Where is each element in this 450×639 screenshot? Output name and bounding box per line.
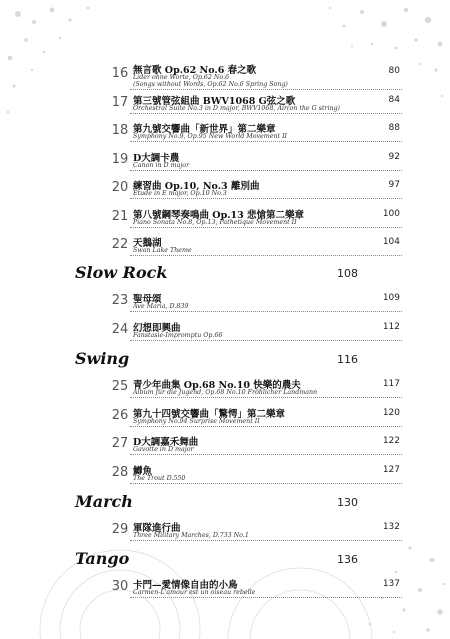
toc-entry[interactable] bbox=[108, 207, 400, 233]
dotted-leader bbox=[130, 311, 402, 312]
toc-entry[interactable] bbox=[108, 520, 400, 546]
entry-page-number: 132 bbox=[382, 522, 400, 532]
toc-entry[interactable] bbox=[108, 406, 400, 432]
section-heading: Tango bbox=[75, 549, 130, 568]
entry-title: 軍隊進行曲 bbox=[133, 523, 181, 534]
entry-page-number: 122 bbox=[382, 436, 400, 446]
entry-subtitle: Carmen-L'amour est un oiseau rebelle bbox=[133, 589, 256, 596]
entry-subtitle: Symphony No.9, Op.95 New World Movement II bbox=[133, 133, 288, 140]
toc-entry[interactable] bbox=[108, 121, 400, 147]
entry-subtitle: Canon in D major bbox=[133, 162, 190, 169]
dotted-leader bbox=[130, 255, 402, 256]
section-heading: March bbox=[75, 492, 133, 511]
entry-subtitle: Gavotte in D major bbox=[133, 446, 194, 453]
entry-number: 19 bbox=[111, 152, 129, 167]
entry-page-number: 137 bbox=[382, 579, 400, 589]
section-page-number: 116 bbox=[337, 353, 358, 366]
entry-title: 第三號管弦組曲 BWV1068 G弦之歌 bbox=[133, 96, 296, 107]
entry-number: 23 bbox=[111, 293, 129, 308]
dotted-leader bbox=[130, 426, 402, 427]
entry-number: 28 bbox=[111, 465, 129, 480]
entry-subtitle: Piano Sonata No.8, Op.13, Pathetique Movement II bbox=[133, 219, 297, 226]
entry-title: 聖母頌 bbox=[133, 294, 162, 305]
entry-subtitle: Etude in E major, Op.10 No.3 bbox=[133, 190, 227, 197]
entry-page-number: 100 bbox=[382, 209, 400, 219]
entry-page-number: 104 bbox=[382, 237, 400, 247]
toc-entry[interactable] bbox=[108, 291, 400, 317]
entry-subtitle: Three Military Marches, D.733 No.1 bbox=[133, 532, 249, 539]
entry-title: 練習曲 Op.10, No.3 離別曲 bbox=[133, 181, 260, 192]
toc-entry[interactable] bbox=[108, 463, 400, 489]
entry-subtitle: Fanstasie-Impromptu Op.66 bbox=[133, 332, 223, 339]
entry-title: 無言歌 Op.62 No.6 春之歌 bbox=[133, 65, 257, 76]
entry-number: 20 bbox=[111, 180, 129, 195]
entry-subtitle: Lider ohne Worte, Op.62 No.6 bbox=[133, 74, 230, 81]
entry-number: 24 bbox=[111, 322, 129, 337]
entry-number: 17 bbox=[111, 95, 129, 110]
section-heading: Swing bbox=[75, 349, 130, 368]
entry-number: 16 bbox=[111, 66, 129, 81]
entry-title: 青少年曲集 Op.68 No.10 快樂的農夫 bbox=[133, 380, 301, 391]
entry-title: 卡門—愛情像自由的小鳥 bbox=[133, 580, 238, 591]
entry-subtitle-line2: (Songs without Words, Op.62 No.6 Spring Song) bbox=[133, 81, 288, 88]
entry-number: 21 bbox=[111, 209, 129, 224]
entry-page-number: 127 bbox=[382, 465, 400, 475]
toc-entry[interactable] bbox=[108, 235, 400, 261]
toc-entry[interactable] bbox=[108, 320, 400, 346]
dotted-leader bbox=[130, 397, 402, 398]
entry-number: 25 bbox=[111, 379, 129, 394]
entry-page-number: 120 bbox=[382, 408, 400, 418]
entry-number: 22 bbox=[111, 237, 129, 252]
toc-entry[interactable] bbox=[108, 62, 400, 88]
dotted-leader bbox=[130, 89, 402, 90]
entry-page-number: 84 bbox=[388, 95, 400, 105]
entry-title: 鱒魚 bbox=[133, 466, 153, 477]
entry-number: 27 bbox=[111, 436, 129, 451]
toc-entry[interactable] bbox=[108, 150, 400, 176]
toc-entry[interactable] bbox=[108, 377, 400, 403]
entry-subtitle: Album für die Jugend, Op.68 No.10 Fröhlicher Landmann bbox=[133, 389, 318, 396]
dotted-leader bbox=[130, 141, 402, 142]
dotted-leader bbox=[130, 340, 402, 341]
entry-title: 第九號交響曲「新世界」第二樂章 bbox=[133, 124, 276, 135]
entry-number: 29 bbox=[111, 522, 129, 537]
section-heading: Slow Rock bbox=[75, 263, 168, 282]
dotted-leader bbox=[130, 540, 402, 541]
dotted-leader bbox=[130, 597, 402, 598]
dotted-leader bbox=[130, 454, 402, 455]
entry-subtitle: Ave Maria, D.839 bbox=[133, 303, 189, 310]
entry-subtitle: Orchestral Suite No.3 in D major, BWV1068, Air(on the G string) bbox=[133, 105, 341, 112]
toc-entry[interactable] bbox=[108, 178, 400, 204]
entry-page-number: 109 bbox=[382, 293, 400, 303]
entry-title: D大調嘉禾舞曲 bbox=[133, 437, 199, 448]
section-page-number: 108 bbox=[337, 267, 358, 280]
entry-page-number: 117 bbox=[382, 379, 400, 389]
dotted-leader bbox=[130, 483, 402, 484]
entry-page-number: 80 bbox=[388, 66, 400, 76]
entry-page-number: 112 bbox=[382, 322, 400, 332]
entry-title: 天鵝湖 bbox=[133, 238, 162, 249]
entry-subtitle: Symphony No.94 Surprise Movement II bbox=[133, 418, 260, 425]
entry-page-number: 97 bbox=[388, 180, 400, 190]
entry-number: 18 bbox=[111, 123, 129, 138]
entry-number: 30 bbox=[111, 579, 129, 594]
toc-entry[interactable] bbox=[108, 577, 400, 603]
dotted-leader bbox=[130, 170, 402, 171]
section-page-number: 136 bbox=[337, 553, 358, 566]
toc-entry[interactable] bbox=[108, 434, 400, 460]
toc-entry[interactable] bbox=[108, 93, 400, 119]
entry-title: 第九十四號交響曲「驚愕」第二樂章 bbox=[133, 409, 286, 420]
entry-number: 26 bbox=[111, 408, 129, 423]
entry-page-number: 92 bbox=[388, 152, 400, 162]
entry-title: 第八號鋼琴奏鳴曲 Op.13 悲愴第二樂章 bbox=[133, 210, 305, 221]
entry-subtitle: The Trout D.550 bbox=[133, 475, 186, 482]
dotted-leader bbox=[130, 198, 402, 199]
entry-title: D大調卡農 bbox=[133, 153, 180, 164]
dotted-leader bbox=[130, 113, 402, 114]
entry-subtitle: Swan Lake Theme bbox=[133, 247, 192, 254]
section-page-number: 130 bbox=[337, 496, 358, 509]
dotted-leader bbox=[130, 227, 402, 228]
entry-page-number: 88 bbox=[388, 123, 400, 133]
entry-title: 幻想即興曲 bbox=[133, 323, 181, 334]
